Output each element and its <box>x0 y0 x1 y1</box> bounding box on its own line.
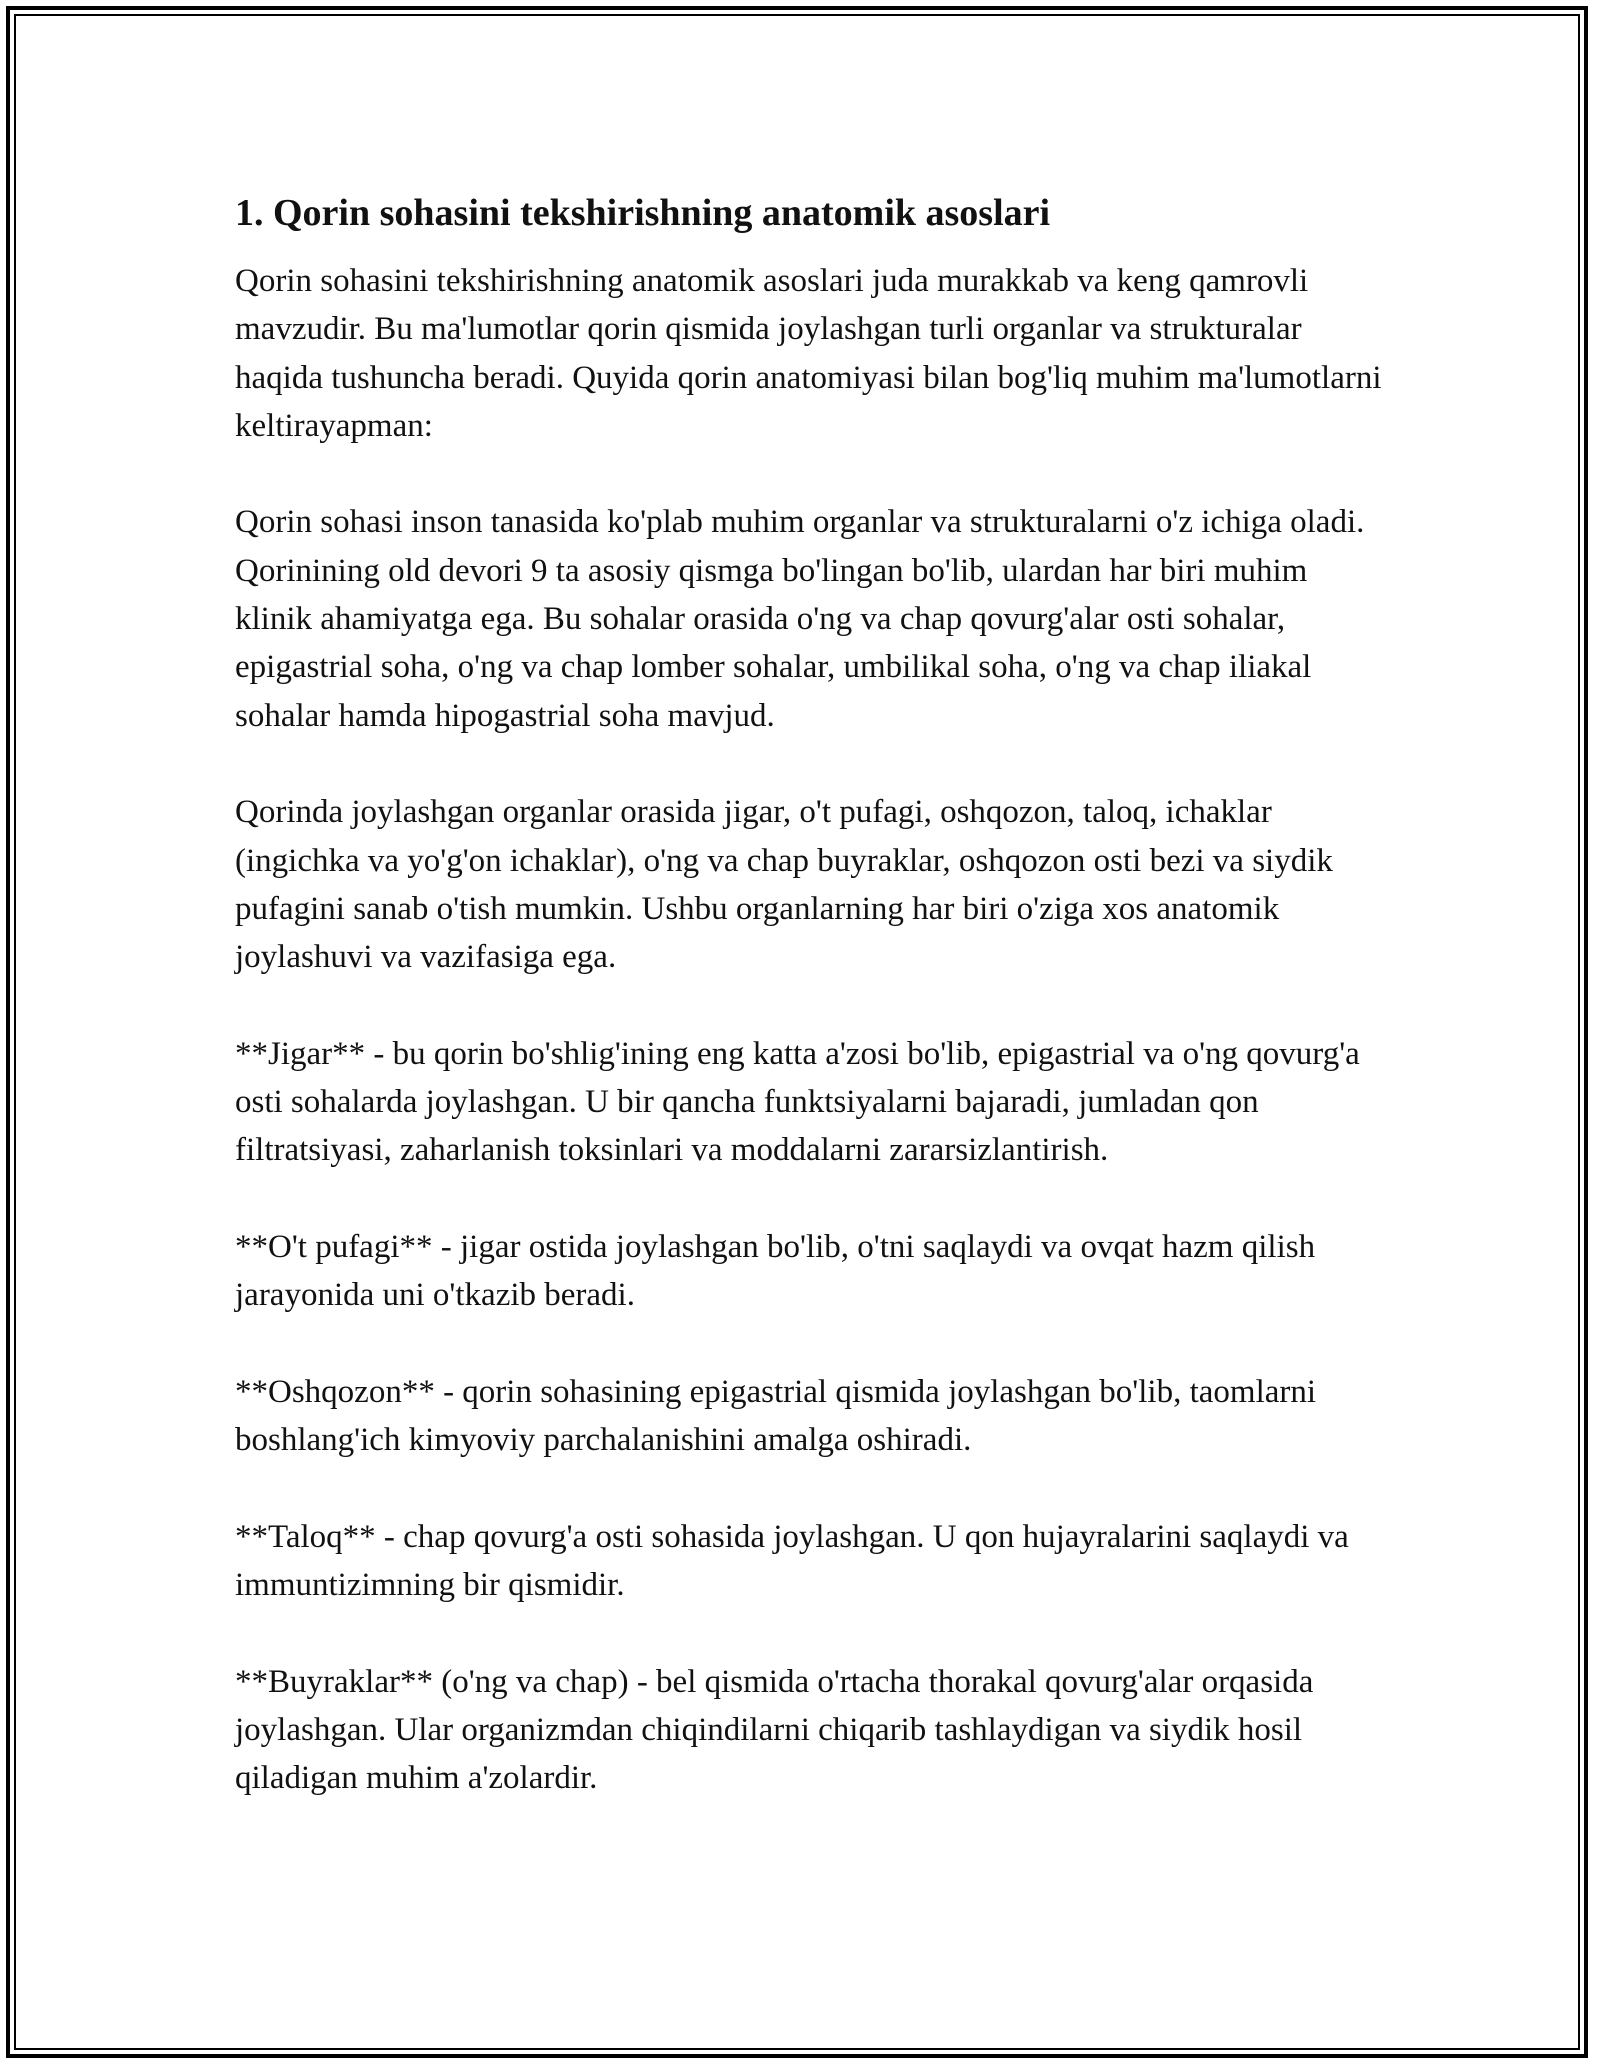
paragraph-gallbladder: **O't pufagi** - jigar ostida joylashgan bo'lib, o'tni saqlaydi va ovqat hazm qilish jarayonida uni o'tkazib beradi. <box>235 1228 1316 1314</box>
section-heading: 1. Qorin sohasini tekshirishning anatomik asoslari <box>235 192 1051 234</box>
paragraph-liver: **Jigar** - bu qorin bo'shlig'ining eng katta a'zosi bo'lib, epigastrial va o'ng qovurg'a osti sohalarda joylashgan. U bir qancha funktsiyalarni bajaradi, jumladan qon filtratsiyasi, zaharlanish toksinlari va moddalarni zararsizlantirish. <box>235 1035 1360 1169</box>
document-body <box>235 185 1385 1851</box>
paragraph-organs: Qorinda joylashgan organlar orasida jigar, o't pufagi, oshqozon, taloq, ichaklar (ingichka va yo'g'on ichaklar), o'ng va chap buyraklar, oshqozon osti bezi va siydik pufagini sanab o'tish mumkin. Ushbu organlarning har biri o'ziga xos anatomik joylashuvi va vazifasiga ega. <box>235 794 1333 976</box>
paragraph-regions: Qorin sohasi inson tanasida ko'plab muhim organlar va strukturalarni o'z ichiga oladi. Qorinining old devori 9 ta asosiy qismga bo'lingan bo'lib, ulardan har biri muhim klinik ahamiyatga ega. Bu sohalar orasida o'ng va chap qovurg'alar osti sohalar, epigastrial soha, o'ng va chap lomber sohalar, umbilikal soha, o'ng va chap iliakal sohalar hamda hipogastrial soha mavjud. <box>235 504 1365 734</box>
paragraph-stomach: **Oshqozon** - qorin sohasining epigastrial qismida joylashgan bo'lib, taomlarni boshlang'ich kimyoviy parchalanishini amalga oshiradi. <box>235 1373 1317 1459</box>
paragraph-intro: Qorin sohasini tekshirishning anatomik asoslari juda murakkab va keng qamrovli mavzudir. Bu ma'lumotlar qorin qismida joylashgan turli organlar va strukturalar haqida tushuncha beradi. Quyida qorin anatomiyasi bilan bog'liq muhim ma'lumotlarni keltirayapman: <box>235 263 1382 444</box>
paragraph-kidneys: **Buyraklar** (o'ng va chap) - bel qismida o'rtacha thorakal qovurg'alar orqasida joylashgan. Ular organizmdan chiqindilarni chiqarib tashlaydigan va siydik hosil qiladigan muhim a'zolardir. <box>235 1663 1314 1797</box>
paragraph-spleen: **Taloq** - chap qovurg'a osti sohasida joylashgan. U qon hujayralarini saqlaydi va immuntizimning bir qismidir. <box>235 1518 1349 1604</box>
